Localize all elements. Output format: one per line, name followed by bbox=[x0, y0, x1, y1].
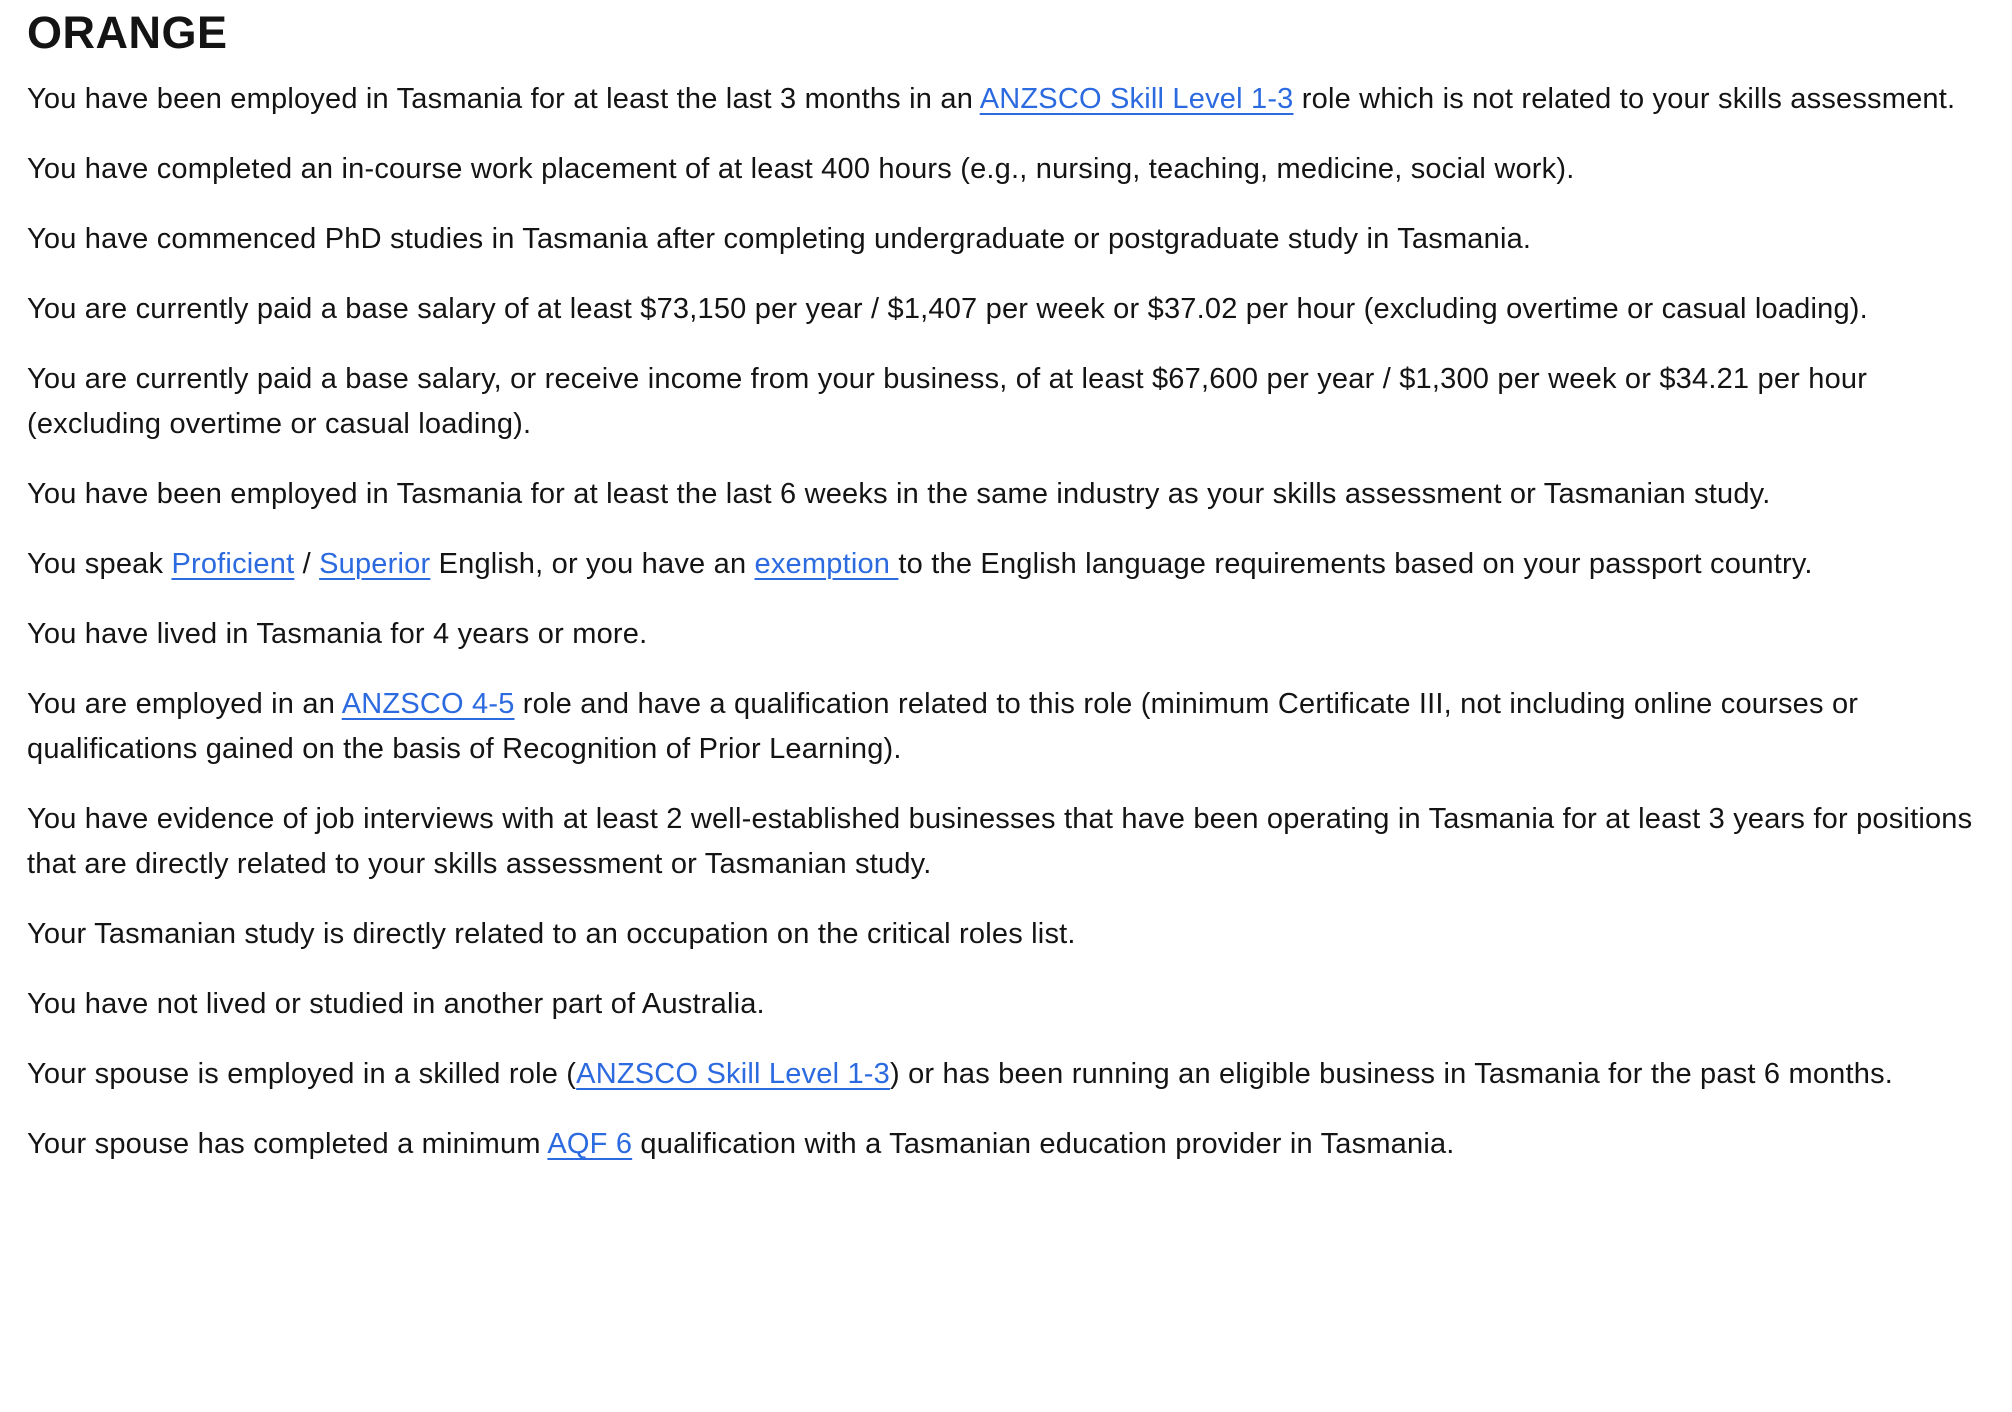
paragraph-text: You have evidence of job interviews with at least 2 well-established businesses that have been operating in Tasmania for at least 3 years for positions that are directly related to your skills assessment or Tasmanian study. bbox=[27, 803, 1973, 880]
paragraph bbox=[27, 912, 1985, 957]
paragraph-text: You have been employed in Tasmania for at least the last 3 months in an bbox=[27, 83, 980, 115]
paragraph-text: Your spouse has completed a minimum bbox=[27, 1128, 548, 1160]
paragraph-list bbox=[27, 77, 1985, 1167]
paragraph bbox=[27, 1052, 1985, 1097]
link-anzsco-skill-level-1-3[interactable]: ANZSCO Skill Level 1-3 bbox=[979, 83, 1294, 115]
content-area bbox=[27, 6, 1985, 1167]
paragraph-text: English, or you have an bbox=[430, 548, 755, 580]
paragraph-text: You have not lived or studied in another part of Australia. bbox=[27, 988, 765, 1020]
paragraph-text: You have lived in Tasmania for 4 years or more. bbox=[27, 618, 648, 650]
paragraph-text: role which is not related to your skills assessment. bbox=[1293, 83, 1956, 115]
paragraph bbox=[27, 682, 1985, 772]
paragraph bbox=[27, 472, 1985, 517]
paragraph bbox=[27, 77, 1985, 122]
link-superior[interactable]: Superior bbox=[319, 548, 431, 580]
paragraph-text: You are currently paid a base salary, or receive income from your business, of at least $67,600 per year / $1,300 per week or $34.21 per hour (excluding overtime or casual loading). bbox=[27, 363, 1868, 440]
link-exemption[interactable]: exemption bbox=[754, 548, 899, 580]
link-anzsco-4-5[interactable]: ANZSCO 4-5 bbox=[341, 688, 515, 720]
paragraph-text: You have completed an in-course work placement of at least 400 hours (e.g., nursing, teaching, medicine, social work). bbox=[27, 153, 1575, 185]
paragraph-text: Your Tasmanian study is directly related to an occupation on the critical roles list. bbox=[27, 918, 1076, 950]
paragraph-text: to the English language requirements based on your passport country. bbox=[898, 548, 1813, 580]
paragraph-text: You have commenced PhD studies in Tasmania after completing undergraduate or postgraduate study in Tasmania. bbox=[27, 223, 1532, 255]
paragraph bbox=[27, 217, 1985, 262]
paragraph bbox=[27, 1122, 1985, 1167]
link-proficient[interactable]: Proficient bbox=[171, 548, 295, 580]
paragraph bbox=[27, 797, 1985, 887]
paragraph-text: ) or has been running an eligible business in Tasmania for the past 6 months. bbox=[889, 1058, 1894, 1090]
paragraph-text: role and have a qualification related to this role (minimum Certificate III, not including online courses or qualifications gained on the basis of Recognition of Prior Learning). bbox=[27, 688, 1859, 765]
paragraph-text: You are currently paid a base salary of at least $73,150 per year / $1,407 per week or $37.02 per hour (excluding overtime or casual loading). bbox=[27, 293, 1868, 325]
paragraph-text: Your spouse is employed in a skilled role ( bbox=[27, 1058, 577, 1090]
paragraph bbox=[27, 542, 1985, 587]
page-title: ORANGE bbox=[27, 7, 228, 58]
paragraph bbox=[27, 147, 1985, 192]
paragraph bbox=[27, 357, 1985, 447]
link-aqf-6[interactable]: AQF 6 bbox=[547, 1128, 633, 1160]
paragraph bbox=[27, 982, 1985, 1027]
paragraph-text: / bbox=[294, 548, 320, 580]
link-anzsco-skill-level-1-3-spouse[interactable]: ANZSCO Skill Level 1-3 bbox=[576, 1058, 890, 1090]
paragraph bbox=[27, 287, 1985, 332]
paragraph-text: You speak bbox=[27, 548, 172, 580]
paragraph bbox=[27, 612, 1985, 657]
paragraph-text: You are employed in an bbox=[27, 688, 342, 720]
paragraph-text: qualification with a Tasmanian education provider in Tasmania. bbox=[632, 1128, 1455, 1160]
paragraph-text: You have been employed in Tasmania for at least the last 6 weeks in the same industry as your skills assessment or Tasmanian study. bbox=[27, 478, 1771, 510]
